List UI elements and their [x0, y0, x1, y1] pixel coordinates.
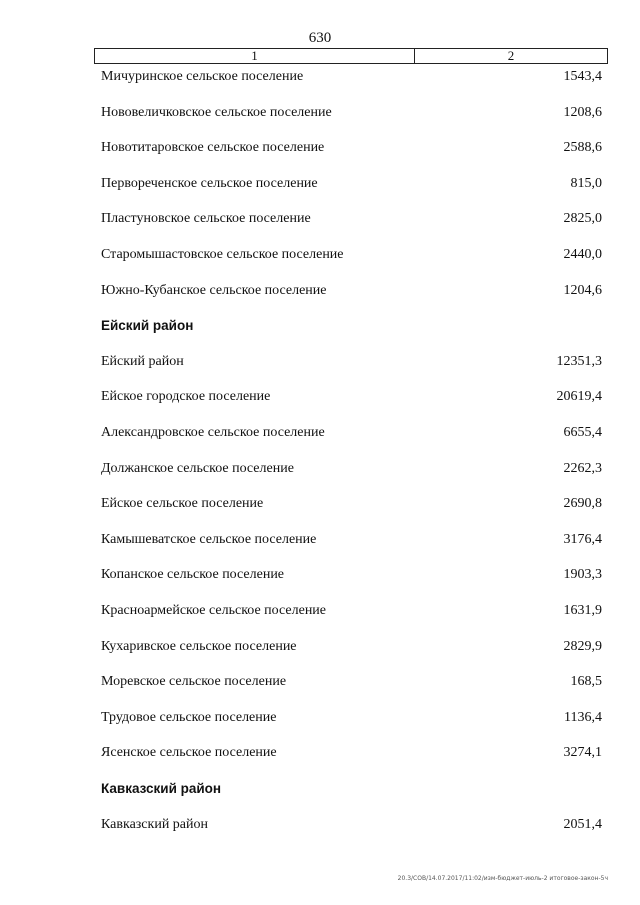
row-value: 3176,4 [563, 532, 602, 547]
table-row [0, 247, 640, 267]
table-row [0, 211, 640, 231]
table-row [0, 710, 640, 730]
section-heading-row [0, 318, 640, 338]
table-row [0, 461, 640, 481]
row-name: Первореченское сельское поселение [101, 176, 318, 191]
row-value: 2440,0 [563, 247, 602, 262]
row-name: Александровское сельское поселение [101, 425, 325, 440]
row-value: 1543,4 [563, 69, 602, 84]
row-name: Моревское сельское поселение [101, 674, 287, 689]
row-value: 815,0 [570, 176, 602, 191]
row-name: Старомышастовское сельское поселение [101, 247, 344, 262]
table-row [0, 567, 640, 587]
row-value: 2825,0 [563, 211, 602, 226]
row-value: 2588,6 [563, 140, 602, 155]
row-value: 6655,4 [563, 425, 602, 440]
row-value: 168,5 [570, 674, 602, 689]
row-name: Южно-Кубанское сельское поселение [101, 283, 327, 298]
row-name: Ейское сельское поселение [101, 496, 264, 511]
table-row [0, 603, 640, 623]
table-row [0, 496, 640, 516]
row-name: Кухаривское сельское поселение [101, 639, 297, 654]
table-row [0, 639, 640, 659]
table-row [0, 283, 640, 303]
row-value: 20619,4 [556, 389, 602, 404]
row-name: Пластуновское сельское поселение [101, 211, 311, 226]
table-row [0, 354, 640, 374]
row-value: 3274,1 [563, 745, 602, 760]
header-col-2: 2 [507, 48, 515, 63]
footer-stamp: 20.3/СОВ/14.07.2017/11:02/изм-бюджет-июль-2 итоговое-закон-5ч [397, 875, 608, 882]
row-name: Ясенское сельское поселение [101, 745, 277, 760]
row-value: 1204,6 [563, 283, 602, 298]
row-value: 2262,3 [563, 461, 602, 476]
table-row [0, 389, 640, 409]
table-row [0, 674, 640, 694]
table-row [0, 425, 640, 445]
table-row [0, 69, 640, 89]
table-header [94, 48, 608, 64]
section-heading: Ейский район [101, 318, 194, 333]
section-heading: Кавказский район [101, 781, 222, 796]
table-row [0, 532, 640, 552]
row-name: Должанское сельское поселение [101, 461, 294, 476]
row-name: Копанское сельское поселение [101, 567, 285, 582]
row-value: 2051,4 [563, 817, 602, 832]
row-name: Красноармейское сельское поселение [101, 603, 327, 618]
table-row [0, 176, 640, 196]
row-name: Кавказский район [101, 817, 209, 832]
row-name: Ейский район [101, 354, 184, 369]
row-value: 12351,3 [556, 354, 602, 369]
row-name: Трудовое сельское поселение [101, 710, 277, 725]
row-value: 2829,9 [563, 639, 602, 654]
table-row [0, 817, 640, 837]
row-value: 1208,6 [563, 105, 602, 120]
row-value: 1631,9 [563, 603, 602, 618]
row-name: Мичуринское сельское поселение [101, 69, 304, 84]
header-col-1: 1 [95, 49, 415, 63]
row-value: 1903,3 [563, 567, 602, 582]
page-number: 630 [308, 30, 332, 46]
row-value: 2690,8 [563, 496, 602, 511]
table-row [0, 140, 640, 160]
row-name: Новотитаровское сельское поселение [101, 140, 325, 155]
row-name: Камышеватское сельское поселение [101, 532, 317, 547]
section-heading-row [0, 781, 640, 801]
row-value: 1136,4 [564, 710, 602, 725]
table-row [0, 105, 640, 125]
row-name: Нововеличковское сельское поселение [101, 105, 332, 120]
table-row [0, 745, 640, 765]
row-name: Ейское городское поселение [101, 389, 271, 404]
